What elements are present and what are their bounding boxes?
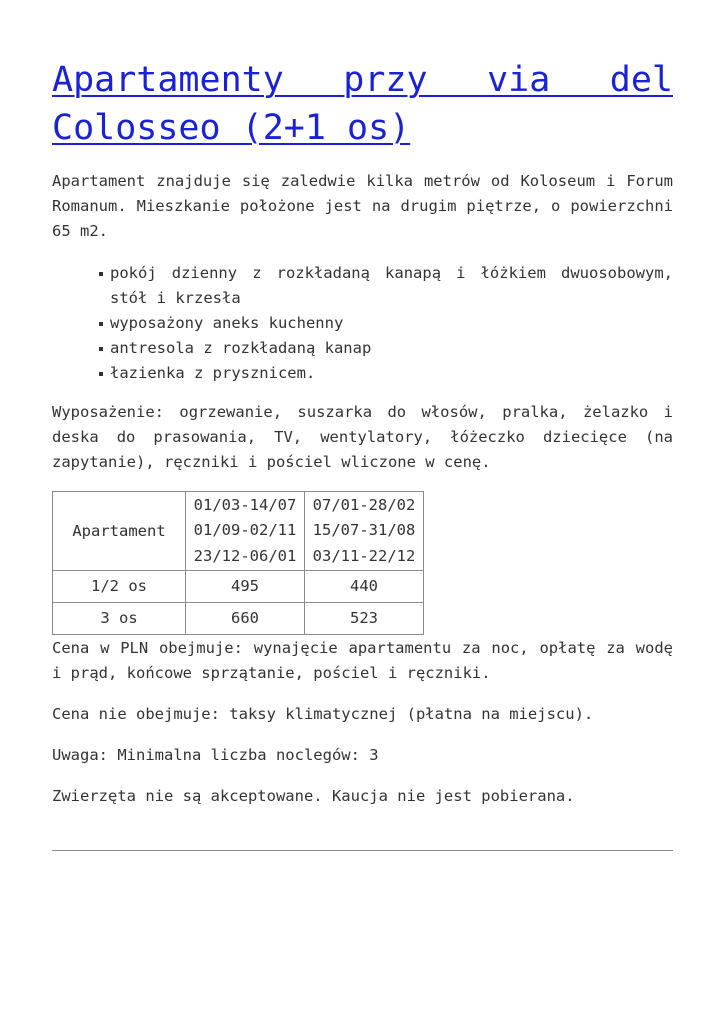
features-list: [52, 261, 673, 386]
price-cell: 660: [186, 603, 305, 635]
period-1-range: 01/03-14/07: [193, 495, 297, 514]
page-title: [52, 56, 673, 152]
price-cell: 440: [305, 571, 424, 603]
price-includes-paragraph: Cena w PLN obejmuje: wynajęcie apartamentu za noc, opłatę za wodę i prąd, końcowe sprzątanie, pościel i ręczniki.: [52, 639, 673, 682]
table-header-label: Apartament: [53, 492, 186, 571]
price-table: [52, 491, 424, 635]
table-row: [53, 603, 424, 635]
period-2-range: 03/11-22/12: [312, 546, 416, 565]
divider: [52, 850, 673, 851]
occupancy-label: 1/2 os: [53, 571, 186, 603]
price-excludes-paragraph: Cena nie obejmuje: taksy klimatycznej (płatna na miejscu).: [52, 705, 594, 723]
price-cell: 523: [305, 603, 424, 635]
article: [52, 56, 673, 809]
occupancy-label: 3 os: [53, 603, 186, 635]
list-item: łazienka z prysznicem.: [110, 361, 673, 386]
list-item: wyposażony aneks kuchenny: [110, 311, 673, 336]
list-item: antresola z rozkładaną kanap: [110, 336, 673, 361]
period-2-header: [305, 492, 424, 571]
period-1-header: [186, 492, 305, 571]
equipment-paragraph: Wyposażenie: ogrzewanie, suszarka do włosów, pralka, żelazko i deska do prasowania, TV, wentylatory, łóżeczko dziecięce (na zapytanie), ręczniki i pościel wliczone w cenę.: [52, 403, 673, 471]
intro-paragraph: Apartament znajduje się zaledwie kilka metrów od Koloseum i Forum Romanum. Mieszkanie położone jest na drugim piętrze, o powierzchni 65 m2.: [52, 172, 673, 240]
period-2-range: 07/01-28/02: [312, 495, 416, 514]
list-item: pokój dzienny z rozkładaną kanapą i łóżkiem dwuosobowym, stół i krzesła: [110, 261, 673, 311]
period-1-range: 23/12-06/01: [193, 546, 297, 565]
pets-paragraph: Zwierzęta nie są akceptowane. Kaucja nie jest pobierana.: [52, 787, 575, 805]
price-cell: 495: [186, 571, 305, 603]
title-link[interactable]: Apartamenty przy via del Colosseo (2+1 os): [52, 60, 673, 148]
period-1-range: 01/09-02/11: [193, 521, 297, 540]
note-paragraph: Uwaga: Minimalna liczba noclegów: 3: [52, 746, 379, 764]
table-row: [53, 571, 424, 603]
table-header-row: [53, 492, 424, 571]
period-2-range: 15/07-31/08: [312, 521, 416, 540]
